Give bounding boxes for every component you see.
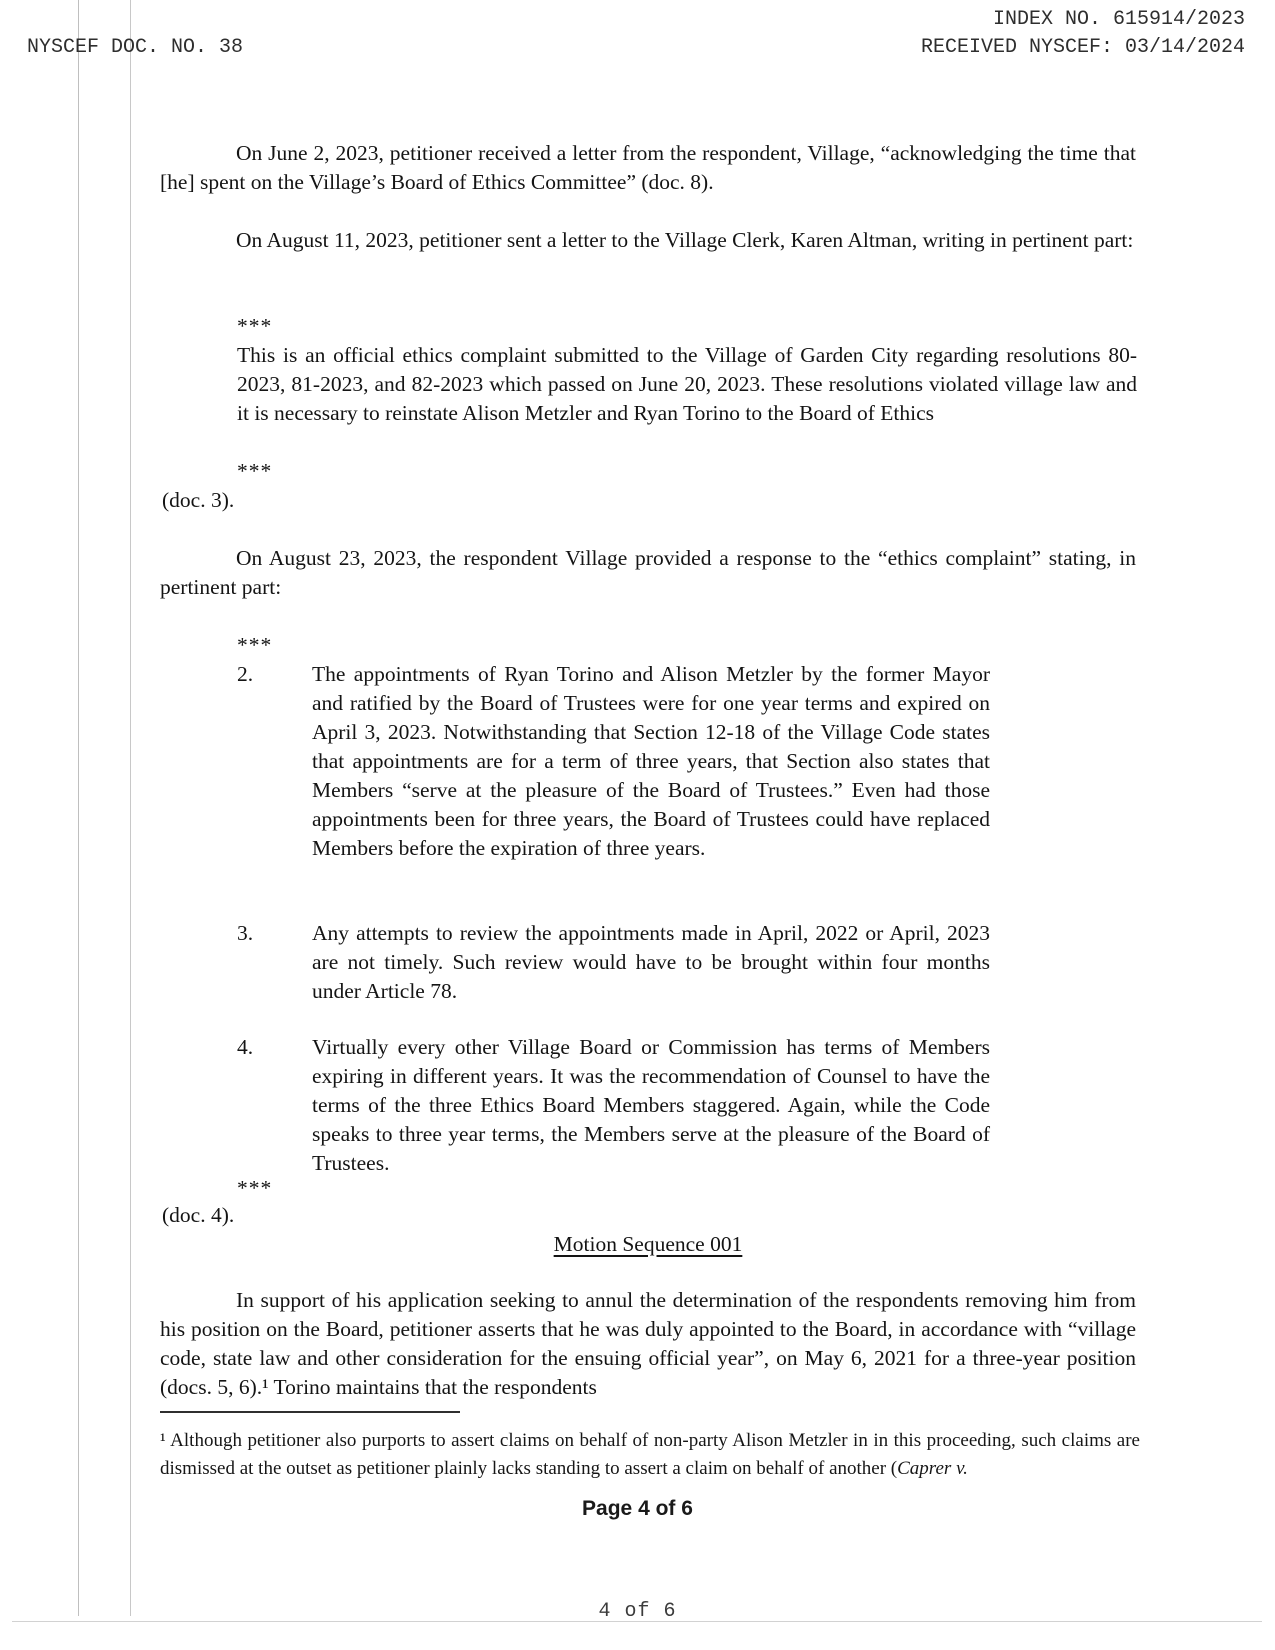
paragraph-motion-support: In support of his application seeking to annul the determination of the respondents removing him from his position on the Board, petitioner asserts that he was duly appointed to the Board, in accordance with “village code, state law and other consideration for the ensuing official year”, on May 6, 2021 for a three-year position (docs. 5, 6).¹ Torino maintains that the respondents	[160, 1288, 1136, 1399]
paragraph-august-11-letter: On August 11, 2023, petitioner sent a letter to the Village Clerk, Karen Altman, writing in pertinent part:	[236, 228, 1134, 252]
asterisk-separator: ***	[237, 633, 273, 657]
footnote-text: ¹ Although petitioner also purports to assert claims on behalf of non-party Alison Metzler in in this proceeding, such claims are dismissed at the outset as petitioner plainly lacks standing to assert a claim on behalf of another (	[160, 1430, 1140, 1479]
item-number: 2.	[237, 662, 254, 686]
paragraph-june-2-letter: On June 2, 2023, petitioner received a letter from the respondent, Village, “acknowledging the time that [he] spent on the Village’s Board of Ethics Committee” (doc. 8).	[160, 141, 1136, 194]
page-footer	[0, 1497, 1275, 1521]
index-number-stamp: INDEX NO. 615914/2023	[992, 8, 1245, 31]
page-total: 6	[681, 1497, 693, 1520]
motion-sequence-heading: Motion Sequence 001	[553, 1232, 743, 1256]
asterisk-separator: ***	[237, 314, 273, 338]
page-word: Page	[582, 1497, 633, 1520]
footnote-1	[160, 1427, 1140, 1483]
pagination-footer: 4 of 6	[598, 1600, 677, 1623]
of-word: of	[655, 1497, 676, 1520]
scan-artifact-vertical-line	[130, 0, 131, 1616]
footnote-separator-rule	[160, 1411, 460, 1413]
page-number: 4	[638, 1497, 650, 1520]
scan-artifact-vertical-line	[78, 0, 79, 1616]
paragraph-august-23-response: On August 23, 2023, the respondent Village provided a response to the “ethics complaint” stating, in pertinent part:	[160, 546, 1136, 599]
doc-3-citation: (doc. 3).	[162, 488, 235, 512]
item-text: The appointments of Ryan Torino and Alison Metzler by the former Mayor and ratified by the Board of Trustees were for one year terms and expired on April 3, 2023. Notwithstanding that Section 12-18 of the Village Code states that appointments are for a term of three years, that Section also states that Members “serve at the pleasure of the Board of Trustees.” Even had those appointments been for three years, the Board of Trustees could have replaced Members before the expiration of three years.	[312, 662, 990, 860]
response-item-2	[237, 660, 990, 863]
doc-4-citation: (doc. 4).	[162, 1203, 235, 1227]
received-date-stamp: RECEIVED NYSCEF: 03/14/2024	[920, 36, 1245, 59]
quoted-ethics-complaint: This is an official ethics complaint submitted to the Village of Garden City regarding resolutions 80-2023, 81-2023, and 82-2023 which passed on June 20, 2023. These resolutions violated village law and it is necessary to reinstate Alison Metzler and Ryan Torino to the Board of Ethics	[237, 343, 1137, 425]
asterisk-separator: ***	[237, 1176, 273, 1200]
nyscef-doc-number-stamp: NYSCEF DOC. NO. 38	[27, 36, 244, 59]
response-item-3	[237, 919, 990, 1006]
item-text: Any attempts to review the appointments made in April, 2022 or April, 2023 are not timely. Such review would have to be brought within four months under Article 78.	[312, 921, 990, 1003]
asterisk-separator: ***	[237, 459, 273, 483]
footnote-case-citation: Caprer v.	[897, 1458, 968, 1479]
item-text: Virtually every other Village Board or Commission has terms of Members expiring in different years. It was the recommendation of Counsel to have the terms of the three Ethics Board Members staggered. Again, while the Code speaks to three year terms, the Members serve at the pleasure of the Board of Trustees.	[312, 1035, 990, 1175]
response-item-4	[237, 1033, 990, 1178]
item-number: 4.	[237, 1035, 254, 1059]
item-number: 3.	[237, 921, 254, 945]
